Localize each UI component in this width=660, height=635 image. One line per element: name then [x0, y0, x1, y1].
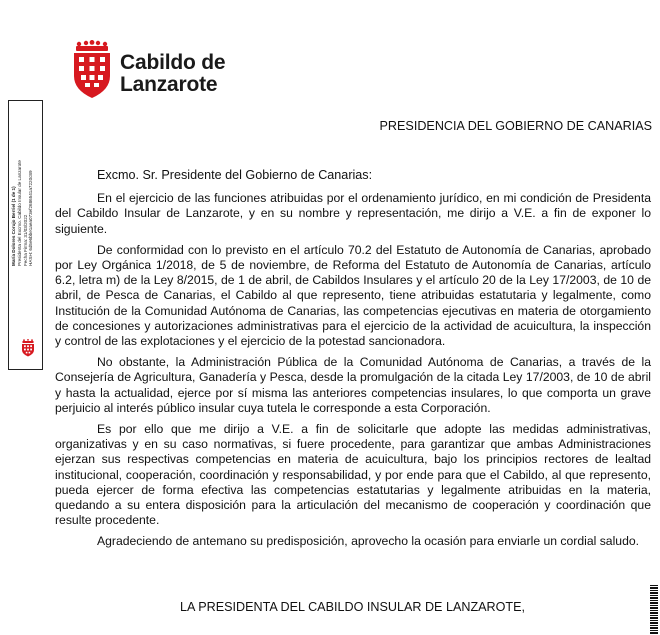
- paragraph: Es por ello que me dirijo a V.E. a fin de solicitarle que adopte las medidas administrativas, organizativas y en su caso normativas, si fuere procedente, para garantizar que ambas Administraciones ejerzan sus respectivas competencias en materia de acuicultura, bajo los principios rectores de lealtad institucional, cooperación, coordinación y responsabilidad, y por ende para que el Cabildo, al que represento, pueda ejercer de forma efectiva las competencias estatutarias y legalmente atribuidas en la materia, quedando a su entera disposición para la articulación del mecanismo de cooperación y coordinación que resulte procedente.: [55, 422, 651, 528]
- stamp-hash: HASH: 6d5e6bbe1aea073ef2686541a7220c89: [28, 170, 34, 266]
- letter-body: [55, 168, 651, 550]
- barcode: [650, 585, 658, 635]
- cabildo-crest-icon: [21, 339, 35, 357]
- logo-line-1: Cabildo de: [120, 51, 226, 74]
- stamp-signer: María Dolores Corujo Berriel (1 de 1): [11, 186, 16, 266]
- paragraph: No obstante, la Administración Pública de la Comunidad Autónoma de Canarias, a través de la Consejería de Agricultura, Ganadería y Pesca, desde la promulgación de la citada Ley 17/2003, de 10 de abril y hasta la actualidad, ejerce por sí misma las anteriores competencias insulares, lo que comporta un grave perjuicio al interés público insular cuya tutela le corresponde a esta Corporación.: [55, 355, 651, 415]
- recipient-header: PRESIDENCIA DEL GOBIERNO DE CANARIAS: [379, 119, 652, 133]
- salutation: Excmo. Sr. Presidente del Gobierno de Canarias:: [97, 168, 373, 182]
- signature-stamp: [8, 100, 43, 370]
- logo-line-2: Lanzarote: [120, 73, 218, 96]
- closing-line: Agradeciendo de antemano su predisposición, aprovecho la ocasión para enviarle un cordial saludo.: [97, 534, 640, 549]
- signature-title: LA PRESIDENTA DEL CABILDO INSULAR DE LANZAROTE,: [180, 600, 526, 614]
- paragraph: De conformidad con lo previsto en el artículo 70.2 del Estatuto de Autonomía de Canarias, aprobado por Ley Orgánica 1/2018, de 5 de noviembre, de Reforma del Estatuto de Autonomía de Canarias, artículo 6.2, letra m) de la Ley 8/2015, de 1 de abril, de Cabildos Insulares y el artículo 20 de la Ley 17/2003, de 10 de abril, de Pesca de Canarias, el Cabildo al que represento, tiene atribuidas estatutaria y legalmente, como Institución de la Comunidad Autónoma de Canarias, las competencias ejecutivas en materia de otorgamiento de concesiones y autorizaciones administrativas para el ejercicio de la actividad de acuicultura, la inspección y control de las explotaciones y el ejercicio de la potestad sancionadora.: [55, 242, 651, 349]
- paragraph: En el ejercicio de las funciones atribuidas por el ordenamiento jurídico, en mi condición de Presidenta del Cabildo Insular de Lanzarote, y en su nombre y representación, me dirijo a V.E. a fin de exponer lo siguiente.: [55, 191, 651, 236]
- cabildo-crest-icon: [70, 40, 114, 100]
- stamp-role: Presidenta del Excmo. Cabildo Insular de Lanzarote: [16, 160, 22, 266]
- logo-wordmark: [120, 52, 225, 96]
- stamp-date: Fecha Firma: 31/03/2022: [22, 214, 28, 266]
- cabildo-logo: [70, 40, 230, 100]
